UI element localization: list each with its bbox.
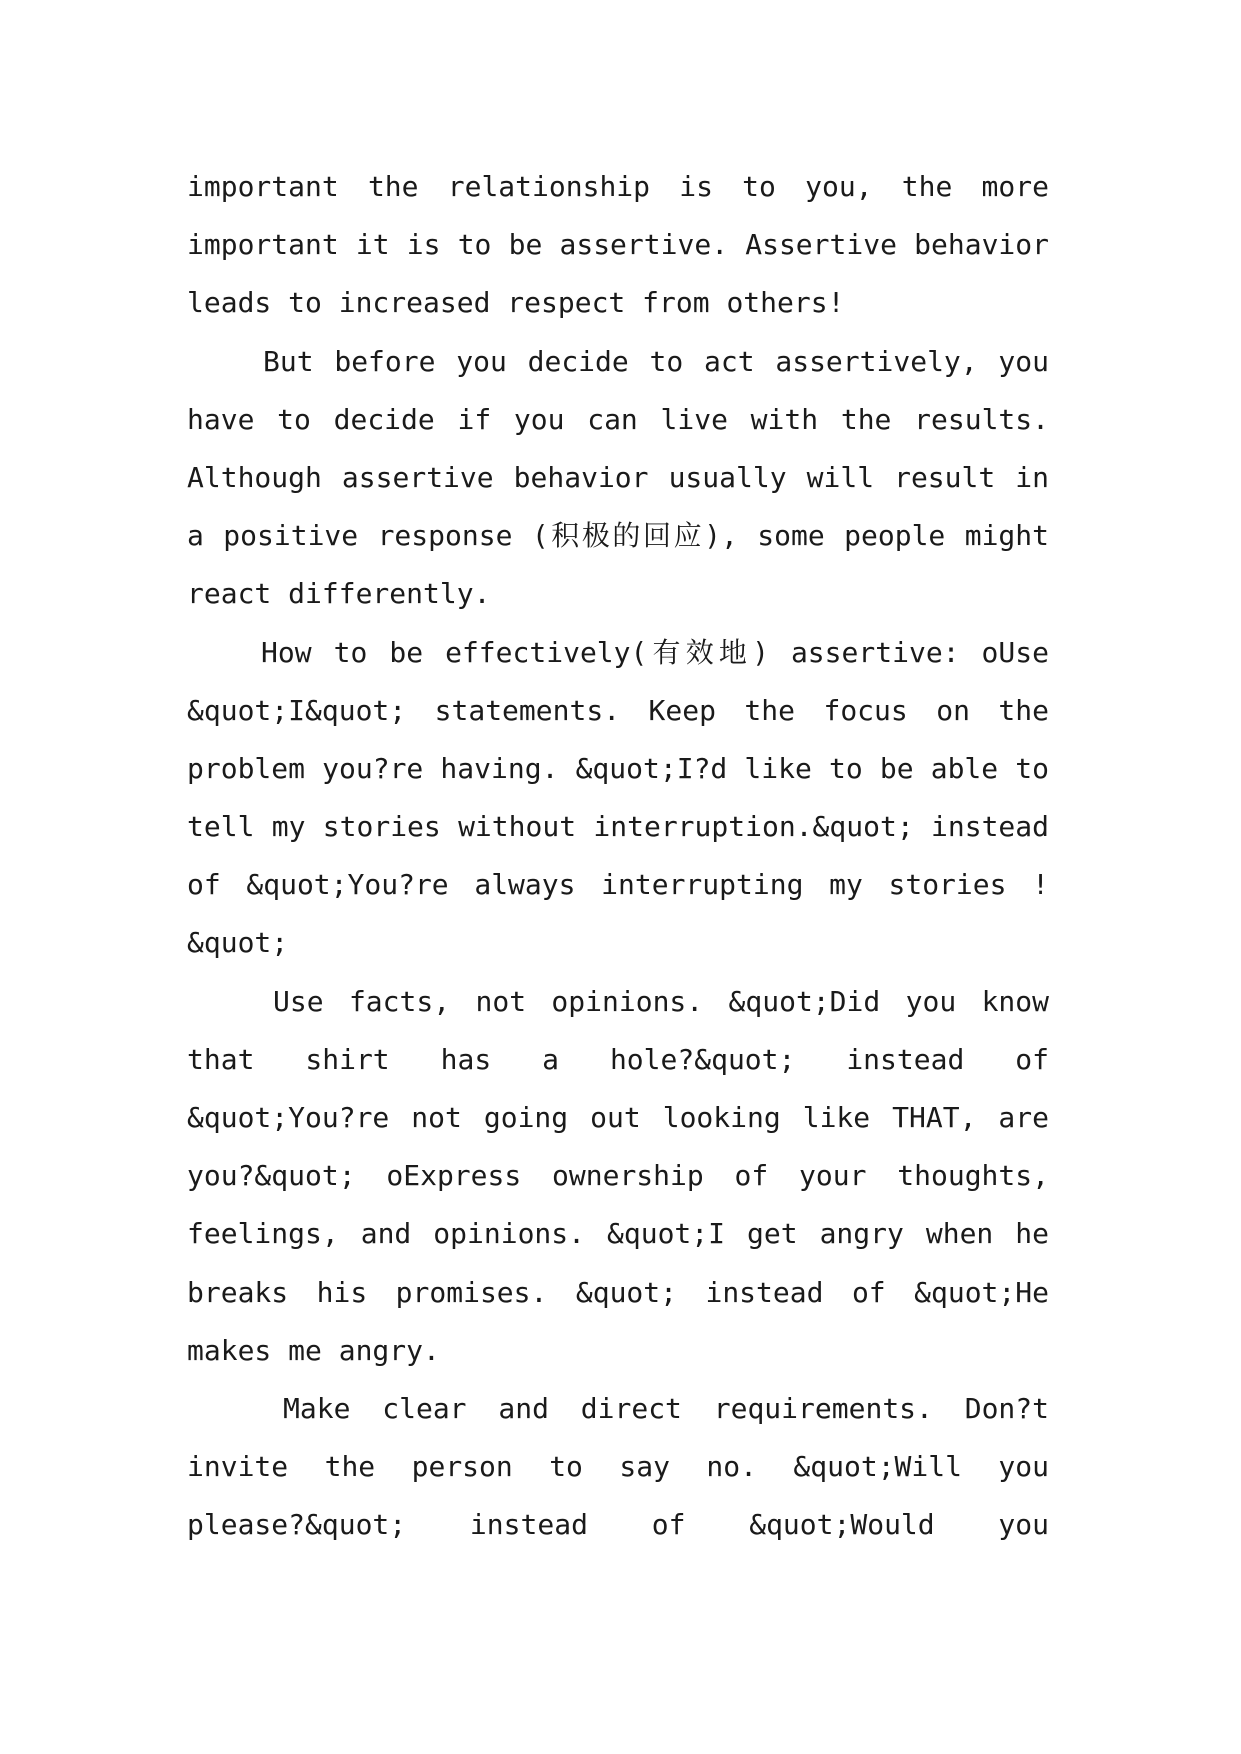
text-line: &quot;You?re not going out looking like THAT, are (187, 1101, 1049, 1134)
text-line: problem you?re having. &quot;I?d like to be able to (187, 751, 1049, 785)
text-line: Although assertive behavior usually will result in (187, 460, 1049, 494)
text-line: react differently. (187, 577, 491, 611)
text-line: have to decide if you can live with the results. (187, 402, 1049, 436)
text-line: How to be effectively(有效地) assertive: oUse (261, 635, 1049, 669)
text-line: tell my stories without interruption.&quot; instead (187, 810, 1049, 844)
text-line: important it is to be assertive. Assertive behavior (187, 228, 1049, 262)
text-line: invite the person to say no. &quot;Will you (187, 1450, 1049, 1484)
text-line: Use facts, not opinions. &quot;Did you know (273, 984, 1049, 1018)
text-line: feelings, and opinions. &quot;I get angry when he (187, 1217, 1049, 1251)
text-line: important the relationship is to you, the more (187, 170, 1049, 203)
text-line: leads to increased respect from others! (187, 286, 845, 320)
text-line: But before you decide to act assertively, you (263, 344, 1049, 378)
text-line: you?&quot; oExpress ownership of your thoughts, (187, 1159, 1049, 1193)
text-line: please?&quot; instead of &quot;Would you (187, 1508, 1049, 1542)
text-line: makes me angry. (187, 1333, 440, 1367)
body-text (187, 158, 1049, 1555)
text-line: of &quot;You?re always interrupting my stories ! (187, 868, 1049, 902)
text-line: Make clear and direct requirements. Don?t (283, 1391, 1049, 1425)
text-line: that shirt has a hole?&quot; instead of (187, 1042, 1049, 1076)
text-line: &quot;I&quot; statements. Keep the focus on the (187, 693, 1049, 727)
text-line: &quot; (187, 926, 289, 960)
text-line: a positive response (积极的回应), some people might (187, 519, 1049, 553)
text-line: breaks his promises. &quot; instead of &quot;He (187, 1275, 1049, 1309)
